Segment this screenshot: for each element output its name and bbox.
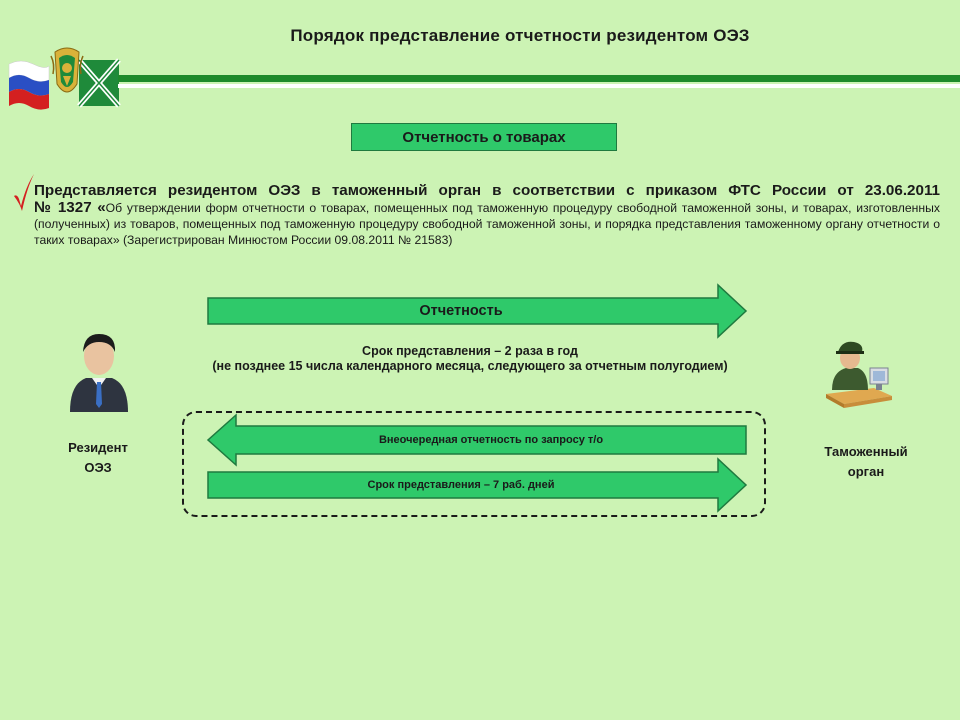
section-title: Отчетность о товарах bbox=[402, 128, 566, 146]
order-title: Об утверждении форм отчетности о товарах, помещенных под таможенную процедуру свободной таможенной зоны, и товарах, изготовленных (полученных) из товаров, помещенных под таможенную процедуру свободной таможенной зоны, и порядка представления таможенному органу отчетности о таких товарах» (Зарегистрирован Минюстом России 09.08.2011 № 21583) bbox=[34, 201, 940, 247]
section-title-box bbox=[351, 123, 617, 151]
order-reference-lead: Представляется резидентом ОЭЗ в таможенный орган в соответствии с приказом ФТС России от 23.06.2011 bbox=[34, 182, 940, 199]
request-arrow-label: Внеочередная отчетность по запросу т/о bbox=[378, 434, 604, 446]
page-title: Порядок представление отчетности резидентом ОЭЗ bbox=[290, 26, 750, 45]
resident-label-line2: ОЭЗ bbox=[84, 460, 112, 475]
deadline-caption-line2: (не позднее 15 числа календарного месяца, следующего за отчетным полугодием) bbox=[212, 359, 728, 373]
customs-label-line2: орган bbox=[847, 464, 885, 479]
resident-label-line1: Резидент bbox=[68, 440, 128, 455]
check-mark-icon bbox=[12, 172, 36, 212]
deadline-caption-line1: Срок представления – 2 раза в год bbox=[362, 344, 578, 358]
header-rule-light bbox=[118, 84, 960, 88]
order-reference-body bbox=[34, 200, 940, 248]
customs-emblem-flags-logo bbox=[5, 42, 123, 110]
response-arrow-label: Срок представления – 7 раб. дней bbox=[367, 479, 555, 491]
header-rule bbox=[118, 75, 960, 82]
order-number: № 1327 « bbox=[34, 199, 106, 216]
customs-label-line1: Таможенный bbox=[824, 444, 908, 459]
reporting-arrow-label: Отчетность bbox=[419, 303, 503, 319]
businessman-icon bbox=[66, 328, 132, 412]
customs-officer-icon bbox=[824, 338, 894, 410]
